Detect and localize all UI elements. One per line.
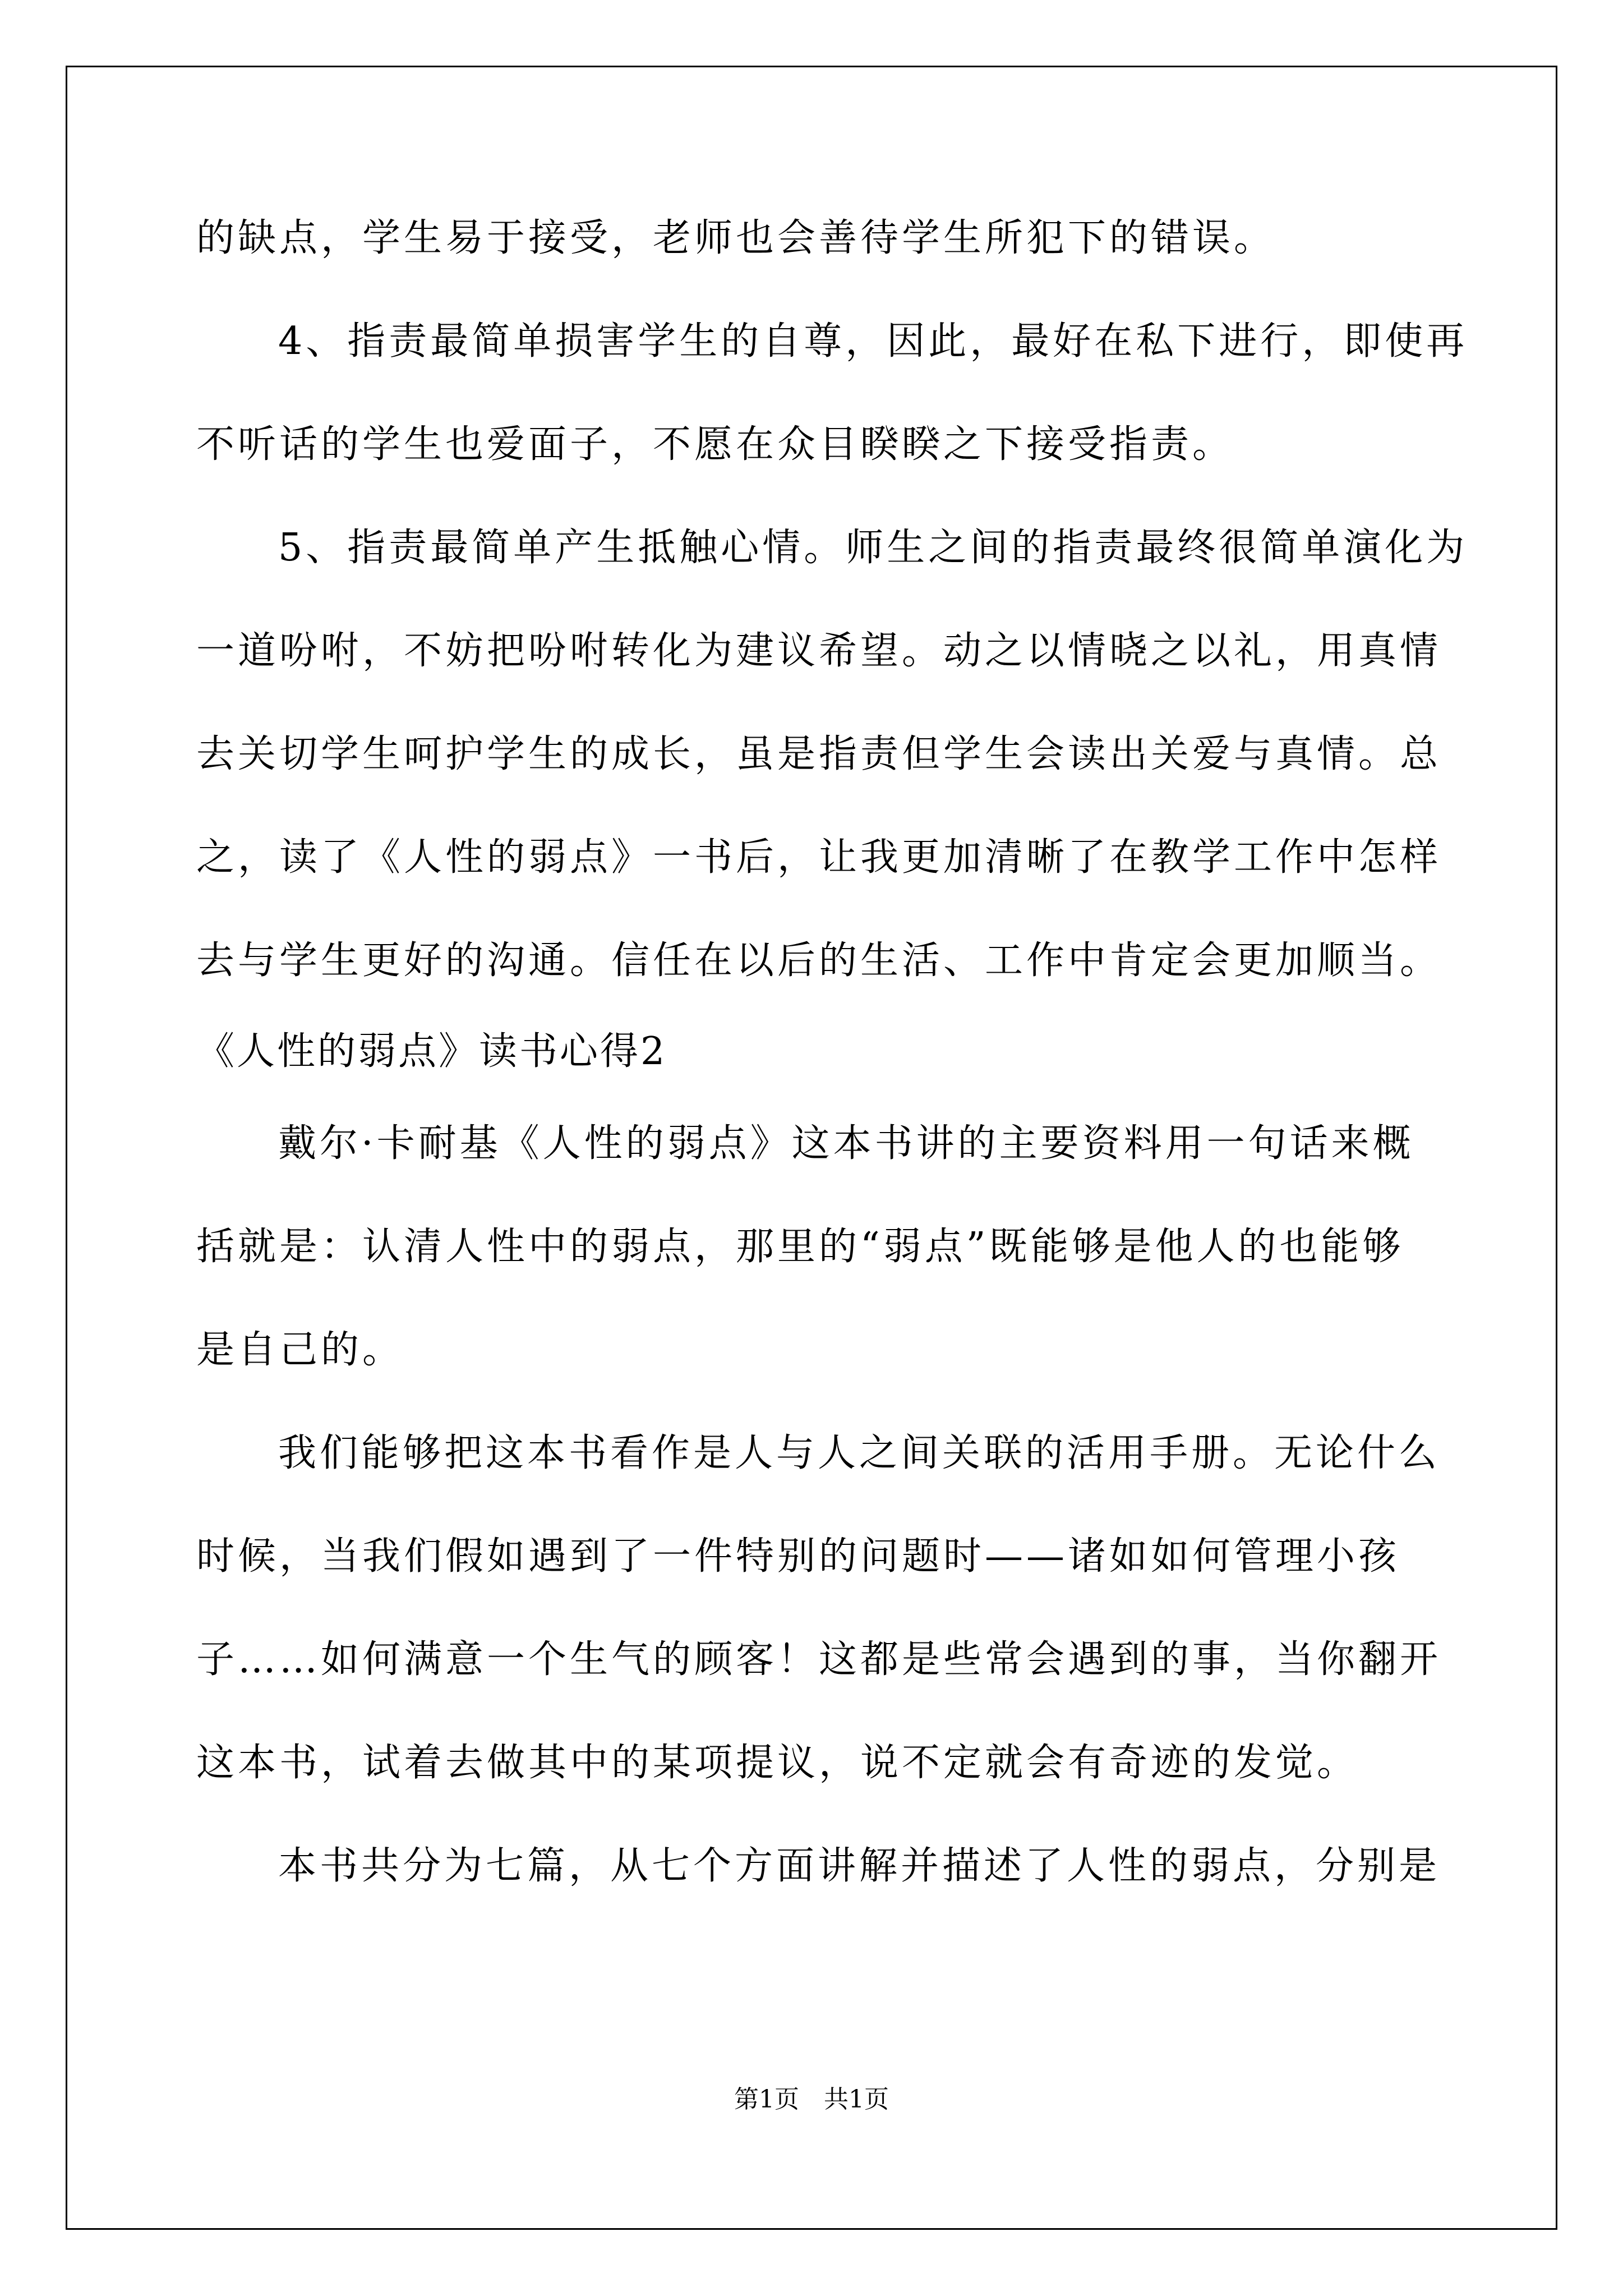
paragraph-line: 我们能够把这本书看作是人与人之间关联的活用手册。无论什么 [278,1431,1441,1475]
paragraph-line: 5、指责最简单产生抵触心情。师生之间的指责最终很简单演化为 [278,526,1468,570]
section-heading: 《人性的弱点》读书心得2 [196,1029,667,1074]
page-total: 共1页 [824,2085,889,2114]
page-footer [0,2084,1623,2115]
paragraph-line: 子……如何满意一个生气的顾客！这都是些常会遇到的事，当你翻开 [196,1637,1442,1682]
page-number: 第1页 [734,2085,799,2114]
paragraph-line: 这本书，试着去做其中的某项提议，说不定就会有奇迹的发觉。 [196,1741,1359,1785]
paragraph-line: 不听话的学生也爱面子，不愿在众目睽睽之下接受指责。 [196,422,1234,467]
paragraph-line: 去关切学生呵护学生的成长，虽是指责但学生会读出关爱与真情。总 [196,732,1442,776]
paragraph-line: 一道吩咐，不妨把吩咐转化为建议希望。动之以情晓之以礼，用真情 [196,629,1442,673]
paragraph-line: 是自己的。 [196,1328,404,1372]
paragraph-line: 时候，当我们假如遇到了一件特别的问题时——诸如如何管理小孩 [196,1534,1400,1579]
paragraph-line: 之，读了《人性的弱点》一书后，让我更加清晰了在教学工作中怎样 [196,835,1442,880]
paragraph-line: 去与学生更好的沟通。信任在以后的生活、工作中肯定会更加顺当。 [196,938,1442,983]
paragraph-line: 括就是：认清人性中的弱点，那里的“弱点”既能够是他人的也能够 [196,1225,1404,1269]
paragraph-line: 的缺点，学生易于接受，老师也会善待学生所犯下的错误。 [196,216,1276,260]
paragraph-line: 本书共分为七篇，从七个方面讲解并描述了人性的弱点，分别是 [278,1844,1441,1888]
paragraph-line: 4、指责最简单损害学生的自尊，因此，最好在私下进行，即使再 [278,319,1468,364]
paragraph-line: 戴尔·卡耐基《人性的弱点》这本书讲的主要资料用一句话来概 [278,1121,1414,1166]
